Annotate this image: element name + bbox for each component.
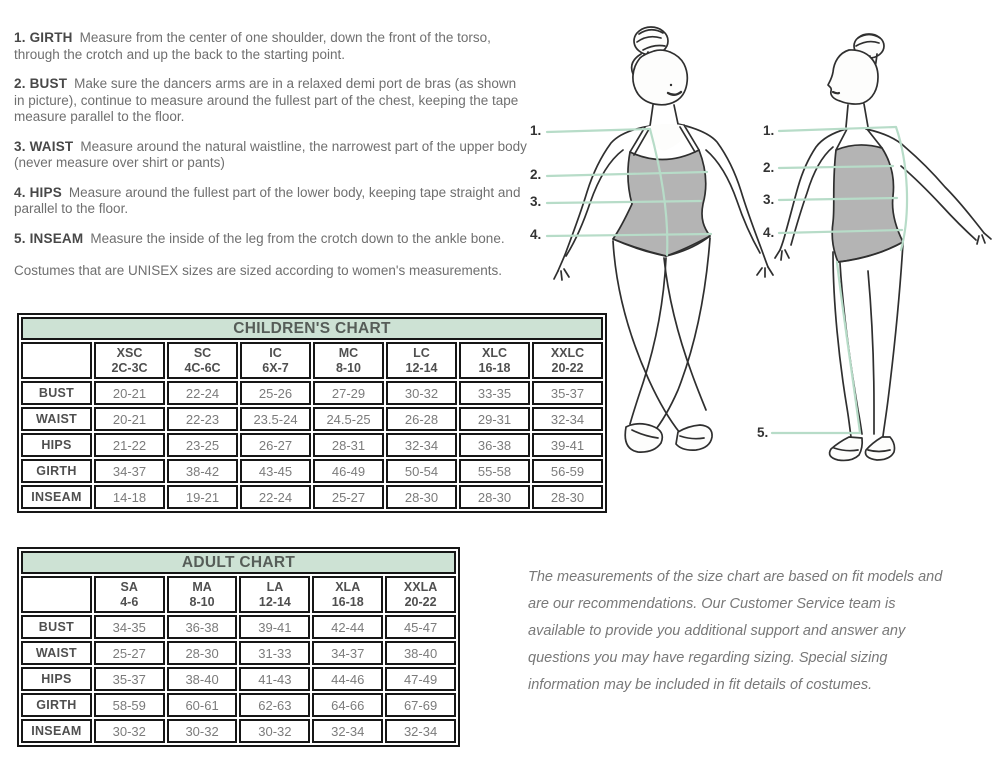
instruction-bust-text: Make sure the dancers arms are in a relaxed demi port de bras (as shown in picture), continue to measure around the fullest part of the chest, keeping the tape measure parallel to the floor. [14, 76, 519, 124]
size-code: MC [338, 346, 359, 360]
measurement-value-cell: 46-49 [313, 459, 384, 483]
size-code: XXLA [403, 580, 438, 594]
measurement-value-cell: 30-32 [386, 381, 457, 405]
instruction-inseam [14, 231, 528, 248]
measurement-value-cell: 19-21 [167, 485, 238, 509]
measurement-value-cell: 22-24 [240, 485, 311, 509]
size-column-header [385, 576, 456, 613]
size-range: 6X-7 [262, 360, 289, 375]
measurement-row-label: GIRTH [21, 459, 92, 483]
size-column-header [532, 342, 603, 379]
size-range: 4C-6C [184, 360, 221, 375]
measurement-row-label: HIPS [21, 433, 92, 457]
front-callout-3: 3. [530, 194, 542, 209]
measurement-value-cell: 41-43 [239, 667, 310, 691]
measurement-value-cell: 26-28 [386, 407, 457, 431]
measurement-row-label: BUST [21, 615, 92, 639]
measurement-value-cell: 34-37 [94, 459, 165, 483]
chart-corner-cell [21, 342, 92, 379]
measurement-value-cell: 38-42 [167, 459, 238, 483]
measurement-value-cell: 14-18 [94, 485, 165, 509]
instruction-waist-term: 3. WAIST [14, 138, 74, 154]
measurement-row-label: GIRTH [21, 693, 92, 717]
table-row [21, 459, 603, 483]
measurement-value-cell: 22-24 [167, 381, 238, 405]
size-range: 20-22 [551, 360, 584, 375]
size-code: LA [266, 580, 284, 594]
instruction-waist-text: Measure around the natural waistline, the narrowest part of the upper body (never measure over shirt or pants) [14, 138, 527, 170]
measurement-value-cell: 30-32 [94, 719, 165, 743]
size-code: SC [193, 346, 212, 360]
size-code: LC [413, 346, 430, 360]
back-callout-2: 2. [763, 160, 775, 175]
size-range: 4-6 [120, 594, 139, 609]
size-code: IC [269, 346, 282, 360]
measurement-value-cell: 28-30 [386, 485, 457, 509]
size-code: XXLC [550, 346, 585, 360]
measurement-value-cell: 47-49 [385, 667, 456, 691]
table-row [21, 667, 456, 691]
measurement-value-cell: 25-27 [94, 641, 165, 665]
measurement-value-cell: 45-47 [385, 615, 456, 639]
table-row [21, 693, 456, 717]
childrens-size-chart [17, 313, 607, 513]
size-column-header [386, 342, 457, 379]
size-column-header [312, 576, 383, 613]
instruction-hips [14, 185, 528, 218]
measurement-row-label: WAIST [21, 641, 92, 665]
measurement-value-cell: 44-46 [312, 667, 383, 691]
measurement-value-cell: 20-21 [94, 381, 165, 405]
instruction-hips-text: Measure around the fullest part of the lower body, keeping tape straight and parallel to the floor. [14, 184, 521, 216]
front-callout-1: 1. [530, 123, 542, 138]
measurement-value-cell: 33-35 [459, 381, 530, 405]
measurement-value-cell: 55-58 [459, 459, 530, 483]
chart-header-row [21, 342, 603, 379]
table-row [21, 381, 603, 405]
measurement-value-cell: 32-34 [385, 719, 456, 743]
sizing-footnote: The measurements of the size chart are based on fit models and are our recommendations. Our Customer Service team is available to provide you additional support and answer any questions you may have regarding sizing. Special sizing information may be included in fit details of costumes. [528, 569, 943, 693]
table-row [21, 719, 456, 743]
measurement-value-cell: 39-41 [532, 433, 603, 457]
measurement-value-cell: 24.5-25 [313, 407, 384, 431]
measurement-value-cell: 28-30 [532, 485, 603, 509]
measurement-value-cell: 64-66 [312, 693, 383, 717]
measurement-value-cell: 39-41 [239, 615, 310, 639]
size-column-header [94, 342, 165, 379]
back-callout-4: 4. [763, 225, 775, 240]
table-row [21, 641, 456, 665]
measurement-value-cell: 28-30 [459, 485, 530, 509]
measurement-value-cell: 36-38 [459, 433, 530, 457]
measurement-value-cell: 34-35 [94, 615, 165, 639]
front-callout-2: 2. [530, 167, 542, 182]
instruction-bust [14, 76, 528, 126]
table-row [21, 407, 603, 431]
back-callout-3: 3. [763, 192, 775, 207]
measurement-value-cell: 35-37 [94, 667, 165, 691]
size-range: 8-10 [335, 360, 362, 375]
chart-corner-cell [21, 576, 92, 613]
size-code: XLA [335, 580, 361, 594]
measurement-row-label: WAIST [21, 407, 92, 431]
size-range: 12-14 [258, 594, 291, 609]
measurement-value-cell: 32-34 [532, 407, 603, 431]
measurement-value-cell: 30-32 [239, 719, 310, 743]
instruction-girth [14, 30, 528, 63]
measurement-value-cell: 23.5-24 [240, 407, 311, 431]
measurement-value-cell: 25-26 [240, 381, 311, 405]
back-callout-1: 1. [763, 123, 775, 138]
size-range: 8-10 [189, 594, 215, 609]
instruction-bust-term: 2. BUST [14, 76, 68, 91]
instruction-inseam-text: Measure the inside of the leg from the crotch down to the ankle bone. [90, 230, 505, 246]
measurement-value-cell: 62-63 [239, 693, 310, 717]
size-code: MA [192, 580, 212, 594]
measurement-value-cell: 26-27 [240, 433, 311, 457]
adult-size-chart [17, 547, 460, 747]
size-column-header [167, 342, 238, 379]
measurement-value-cell: 56-59 [532, 459, 603, 483]
measurement-value-cell: 32-34 [312, 719, 383, 743]
size-column-header [239, 576, 310, 613]
size-column-header [313, 342, 384, 379]
unisex-note: Costumes that are UNISEX sizes are sized according to women's measurements. [14, 263, 503, 278]
measurement-value-cell: 35-37 [532, 381, 603, 405]
back-callout-5: 5. [757, 425, 769, 440]
measurement-value-cell: 43-45 [240, 459, 311, 483]
measurement-value-cell: 20-21 [94, 407, 165, 431]
measurement-value-cell: 28-30 [167, 641, 238, 665]
size-range: 2C-3C [111, 360, 148, 375]
size-column-header [167, 576, 238, 613]
measurement-value-cell: 22-23 [167, 407, 238, 431]
measurement-row-label: BUST [21, 381, 92, 405]
size-range: 20-22 [404, 594, 437, 609]
size-range: 16-18 [331, 594, 364, 609]
measurement-row-label: HIPS [21, 667, 92, 691]
dancer-back-illustration [775, 34, 991, 460]
chart-header-row [21, 576, 456, 613]
measurement-value-cell: 28-31 [313, 433, 384, 457]
measurement-value-cell: 31-33 [239, 641, 310, 665]
chart-title-row [21, 317, 603, 340]
table-row [21, 485, 603, 509]
measurement-value-cell: 58-59 [94, 693, 165, 717]
measurement-row-label: INSEAM [21, 485, 92, 509]
table-row [21, 433, 603, 457]
measurement-value-cell: 38-40 [167, 667, 238, 691]
size-column-header [240, 342, 311, 379]
table-row [21, 615, 456, 639]
front-callout-4: 4. [530, 227, 542, 242]
instruction-hips-term: 4. HIPS [14, 184, 62, 200]
size-column-header [459, 342, 530, 379]
instruction-girth-term: 1. GIRTH [14, 30, 73, 45]
measurement-value-cell: 34-37 [312, 641, 383, 665]
measurement-value-cell: 38-40 [385, 641, 456, 665]
size-code: SA [120, 580, 138, 594]
measurement-value-cell: 30-32 [167, 719, 238, 743]
measurement-value-cell: 42-44 [312, 615, 383, 639]
measurement-value-cell: 23-25 [167, 433, 238, 457]
measurement-value-cell: 67-69 [385, 693, 456, 717]
size-code: XSC [116, 346, 143, 360]
size-range: 12-14 [405, 360, 438, 375]
measurement-instructions [14, 30, 528, 260]
size-column-header [94, 576, 165, 613]
measurement-value-cell: 50-54 [386, 459, 457, 483]
chart-title: CHILDREN'S CHART [21, 317, 603, 340]
measurement-value-cell: 25-27 [313, 485, 384, 509]
measurement-value-cell: 60-61 [167, 693, 238, 717]
instruction-inseam-term: 5. INSEAM [14, 230, 84, 246]
measurement-value-cell: 36-38 [167, 615, 238, 639]
measurement-row-label: INSEAM [21, 719, 92, 743]
instruction-girth-text: Measure from the center of one shoulder, down the front of the torso, through the crotch and up the back to the starting point. [14, 30, 491, 62]
size-code: XLC [482, 346, 507, 360]
chart-title: ADULT CHART [21, 551, 456, 574]
measurement-value-cell: 27-29 [313, 381, 384, 405]
measurement-value-cell: 29-31 [459, 407, 530, 431]
measurement-value-cell: 32-34 [386, 433, 457, 457]
instruction-waist [14, 139, 528, 172]
size-range: 16-18 [478, 360, 511, 375]
chart-title-row [21, 551, 456, 574]
measurement-value-cell: 21-22 [94, 433, 165, 457]
